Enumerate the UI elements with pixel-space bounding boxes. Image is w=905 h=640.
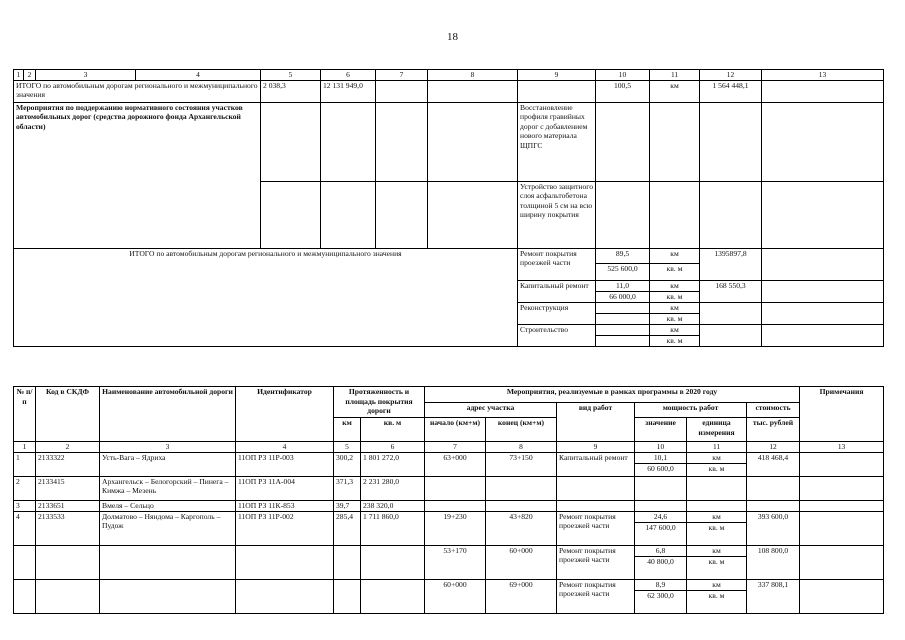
row-end: 69+000 bbox=[486, 579, 557, 613]
row-value: 24,6 bbox=[635, 512, 686, 523]
work-description: Устройство защитного слоя асфальтобетона толщиной 5 см на всю ширину покрытия bbox=[518, 181, 596, 248]
work-description: Восстановление профиля гравийных дорог с добавлением нового материала ЩПГС bbox=[518, 102, 596, 181]
work-unit: км bbox=[650, 281, 699, 292]
row-ident: 11ОП РЗ 11Р-003 bbox=[236, 452, 334, 476]
work-unit: км bbox=[650, 249, 699, 264]
work-name: Ремонт покрытия проезжей части bbox=[518, 248, 596, 280]
row-end: 43+820 bbox=[486, 511, 557, 545]
itogo-work-row bbox=[14, 248, 884, 280]
work-name: Строительство bbox=[518, 324, 596, 346]
col-header-length: Протяженность и площадь покрытия дороги bbox=[334, 387, 425, 418]
row-cost: 393 600,0 bbox=[747, 511, 800, 545]
col-num: 12 bbox=[747, 442, 800, 453]
col-num: 7 bbox=[376, 70, 428, 81]
work-unit: кв. м bbox=[666, 291, 683, 301]
row-start: 19+230 bbox=[425, 511, 486, 545]
row-code: 2133415 bbox=[36, 476, 100, 500]
row-num: 4 bbox=[14, 511, 36, 545]
row-num: 1 bbox=[14, 452, 36, 476]
top-table bbox=[13, 69, 884, 347]
col-num: 5 bbox=[334, 442, 361, 453]
itogo-label: ИТОГО по автомобильным дорогам регионального и межмуниципального значения bbox=[14, 80, 261, 102]
col-num: 1 bbox=[14, 442, 36, 453]
col-header-measures: Мероприятия, реализуемые в рамках программы в 2020 году bbox=[425, 387, 800, 403]
row-sqm: 1 801 272,0 bbox=[361, 452, 425, 476]
column-number-row bbox=[14, 70, 884, 81]
work-cost bbox=[700, 302, 762, 324]
col-header-start: начало (км+м) bbox=[425, 418, 486, 442]
row-unit: км bbox=[687, 546, 746, 557]
row-road-name: Усть-Вага – Ядриха bbox=[100, 452, 236, 476]
work-value bbox=[596, 325, 649, 336]
row-value: 147 600,0 bbox=[645, 522, 676, 532]
col-header-cost-unit: тыс. рублей bbox=[747, 418, 800, 442]
row-end: 73+150 bbox=[486, 452, 557, 476]
work-unit: км bbox=[650, 325, 699, 336]
col-num: 5 bbox=[261, 70, 321, 81]
col-num: 6 bbox=[321, 70, 376, 81]
table-row bbox=[14, 545, 884, 579]
row-start: 63+000 bbox=[425, 452, 486, 476]
col-header-work-type: вид работ bbox=[557, 403, 635, 442]
col-num: 2 bbox=[36, 442, 100, 453]
row-ident: 11ОП РЗ 11К-853 bbox=[236, 500, 334, 511]
col-num: 6 bbox=[361, 442, 425, 453]
row-km: 39,7 bbox=[334, 500, 361, 511]
row-unit: км bbox=[687, 580, 746, 591]
itogo-value: 100,5 bbox=[596, 80, 650, 102]
row-cost: 418 468,4 bbox=[747, 452, 800, 476]
work-name: Реконструкция bbox=[518, 302, 596, 324]
row-sqm: 1 711 860,0 bbox=[361, 511, 425, 545]
table-row bbox=[14, 579, 884, 613]
row-cost: 108 800,0 bbox=[747, 545, 800, 579]
row-value: 10,1 bbox=[635, 453, 686, 464]
row-value: 40 800,0 bbox=[647, 556, 674, 566]
row-code: 2133651 bbox=[36, 500, 100, 511]
work-cost: 168 550,3 bbox=[700, 280, 762, 302]
col-num: 11 bbox=[687, 442, 747, 453]
col-header-km: км bbox=[334, 418, 361, 442]
row-value: 60 600,0 bbox=[647, 463, 674, 473]
row-unit: кв. м bbox=[708, 522, 725, 532]
work-unit: км bbox=[650, 303, 699, 314]
itogo-km: 2 038,3 bbox=[261, 80, 321, 102]
row-km: 300,2 bbox=[334, 452, 361, 476]
page-number: 18 bbox=[447, 31, 458, 43]
row-work: Ремонт покрытия проезжей части bbox=[557, 545, 635, 579]
col-header-cost: стоимость bbox=[747, 403, 800, 418]
row-start: 53+170 bbox=[425, 545, 486, 579]
col-header-capacity: мощность работ bbox=[635, 403, 747, 418]
itogo-row-1 bbox=[14, 80, 884, 102]
col-num: 4 bbox=[136, 70, 261, 81]
row-unit: км bbox=[687, 453, 746, 464]
col-num: 10 bbox=[596, 70, 650, 81]
work-unit: кв. м bbox=[666, 335, 683, 345]
row-sqm: 238 320,0 bbox=[361, 500, 425, 511]
col-num: 7 bbox=[425, 442, 486, 453]
table-row bbox=[14, 476, 884, 500]
row-ident: 11ОП РЗ 11Р-002 bbox=[236, 511, 334, 545]
col-num: 10 bbox=[635, 442, 687, 453]
table-row bbox=[14, 500, 884, 511]
work-value: 89,5 bbox=[596, 249, 649, 264]
col-num: 1 bbox=[14, 70, 24, 81]
row-num: 3 bbox=[14, 500, 36, 511]
row-code: 2133533 bbox=[36, 511, 100, 545]
header-row-1 bbox=[14, 387, 884, 403]
col-num: 9 bbox=[557, 442, 635, 453]
itogo-area: 12 131 949,0 bbox=[321, 80, 376, 102]
row-km: 285,4 bbox=[334, 511, 361, 545]
row-road-name: Долматово – Няндома – Каргополь – Пудож bbox=[100, 511, 236, 545]
work-value: 66 000,0 bbox=[609, 291, 636, 301]
row-sqm: 2 231 280,0 bbox=[361, 476, 425, 500]
work-name: Капитальный ремонт bbox=[518, 280, 596, 302]
row-road-name: Вмеля – Сельцо bbox=[100, 500, 236, 511]
work-cost bbox=[700, 324, 762, 346]
work-value: 525 600,0 bbox=[607, 263, 638, 273]
row-ident: 11ОП РЗ 11А-004 bbox=[236, 476, 334, 500]
row-start: 60+000 bbox=[425, 579, 486, 613]
work-value: 11,0 bbox=[596, 281, 649, 292]
col-header-end: конец (км+м) bbox=[486, 418, 557, 442]
row-work: Ремонт покрытия проезжей части bbox=[557, 511, 635, 545]
row-value: 6,8 bbox=[635, 546, 686, 557]
row-road-name: Архангельск – Белогорский – Пинега – Кимжа – Мезень bbox=[100, 476, 236, 500]
main-table bbox=[13, 386, 884, 614]
row-unit: км bbox=[687, 512, 746, 523]
col-header-address: адрес участка bbox=[425, 403, 557, 418]
col-num: 9 bbox=[518, 70, 596, 81]
col-num: 11 bbox=[650, 70, 700, 81]
col-header-notes: Примечания bbox=[800, 387, 884, 442]
col-num: 12 bbox=[700, 70, 762, 81]
row-unit: кв. м bbox=[708, 590, 725, 600]
col-num: 8 bbox=[428, 70, 518, 81]
col-num: 13 bbox=[800, 442, 884, 453]
row-unit: кв. м bbox=[708, 463, 725, 473]
col-num: 3 bbox=[100, 442, 236, 453]
measures-row bbox=[14, 102, 884, 181]
row-cost: 337 808,1 bbox=[747, 579, 800, 613]
row-num: 2 bbox=[14, 476, 36, 500]
row-unit: кв. м bbox=[708, 556, 725, 566]
col-num: 3 bbox=[36, 70, 136, 81]
itogo-unit: км bbox=[650, 80, 700, 102]
measures-label: Мероприятия по поддержанию нормативного состояния участков автомобильных дорог (средства дорожного фонда Архангельской области) bbox=[14, 102, 261, 248]
col-header-value: значение bbox=[635, 418, 687, 442]
itogo2-label: ИТОГО по автомобильным дорогам регионального и межмуниципального значения bbox=[14, 248, 518, 346]
col-num: 8 bbox=[486, 442, 557, 453]
column-number-row bbox=[14, 442, 884, 453]
row-value: 8,9 bbox=[635, 580, 686, 591]
row-work: Ремонт покрытия проезжей части bbox=[557, 579, 635, 613]
col-header-sqm: кв. м bbox=[361, 418, 425, 442]
work-unit: кв. м bbox=[666, 263, 683, 273]
col-num: 2 bbox=[24, 70, 36, 81]
table-row bbox=[14, 511, 884, 545]
col-num: 13 bbox=[762, 70, 884, 81]
work-value bbox=[596, 303, 649, 314]
row-work: Капитальный ремонт bbox=[557, 452, 635, 476]
row-code: 2133322 bbox=[36, 452, 100, 476]
col-header-name: Наименование автомобильной дороги bbox=[100, 387, 236, 442]
col-header-num: № п/п bbox=[14, 387, 36, 442]
col-header-code: Код в СКДФ bbox=[36, 387, 100, 442]
col-num: 4 bbox=[236, 442, 334, 453]
work-cost: 1395897,8 bbox=[700, 248, 762, 280]
col-header-unit: единица измерения bbox=[687, 418, 747, 442]
col-header-ident: Идентификатор bbox=[236, 387, 334, 442]
row-km: 371,3 bbox=[334, 476, 361, 500]
work-unit: кв. м bbox=[666, 313, 683, 323]
table-row bbox=[14, 452, 884, 476]
row-end: 60+000 bbox=[486, 545, 557, 579]
row-value: 62 300,0 bbox=[647, 590, 674, 600]
itogo-cost: 1 564 448,1 bbox=[700, 80, 762, 102]
